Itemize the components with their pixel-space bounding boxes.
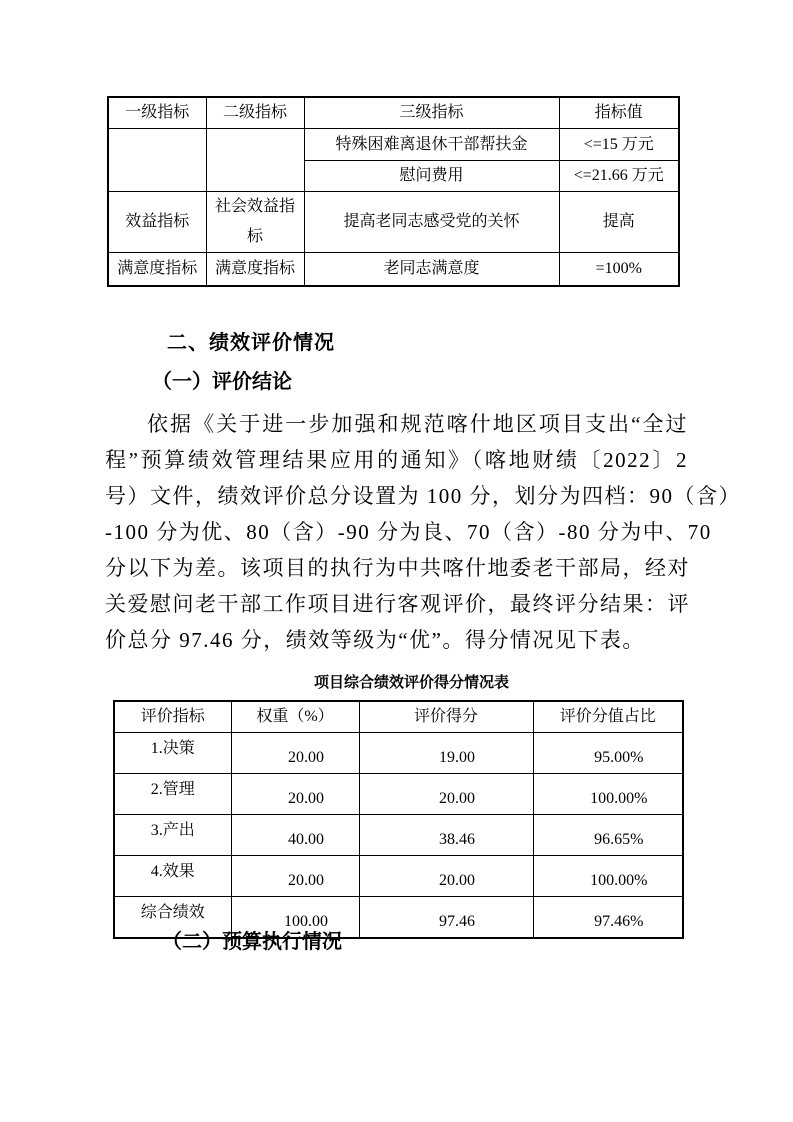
subsection-heading-budget: （二）预算执行情况 <box>162 931 342 953</box>
empty-cell <box>108 129 206 192</box>
indicator-table-header-row <box>108 97 679 129</box>
paragraph-line: 关爱慰问老干部工作项目进行客观评价，最终评分结果：评 <box>105 592 690 616</box>
col-header-indicator: 评价指标 <box>114 701 231 733</box>
col-header-ratio: 评价分值占比 <box>533 701 683 733</box>
table-cell: 96.65% <box>533 815 683 856</box>
col-header-level2: 二级指标 <box>206 97 304 129</box>
paragraph-line: 依据《关于进一步加强和规范喀什地区项目支出“全过 <box>147 412 688 436</box>
section-heading: 二、绩效评价情况 <box>167 332 335 354</box>
table-cell: 1.决策 <box>114 733 231 774</box>
table-cell: 3.产出 <box>114 815 231 856</box>
table-cell: 95.00% <box>533 733 683 774</box>
col-header-level1: 一级指标 <box>108 97 206 129</box>
col-header-value: 指标值 <box>559 97 679 129</box>
table-cell: 满意度指标 <box>108 253 206 286</box>
table-cell: 97.46 <box>359 897 533 939</box>
col-header-level3: 三级指标 <box>304 97 559 129</box>
table-cell: 老同志满意度 <box>304 253 559 286</box>
subsection-heading-conclusion: （一）评价结论 <box>152 371 292 393</box>
table-cell: 20.00 <box>359 774 533 815</box>
paragraph-line: 号）文件，绩效评价总分设置为 100 分，划分为四档：90（含） <box>105 484 741 508</box>
table-row <box>114 774 683 815</box>
score-table <box>113 700 684 939</box>
table-row <box>108 192 679 253</box>
indicator-table <box>107 96 680 287</box>
table-row <box>114 815 683 856</box>
table-cell: 特殊困难离退休干部帮扶金 <box>304 129 559 161</box>
table-cell: 提高 <box>559 192 679 253</box>
table-cell: 100.00 <box>231 897 359 939</box>
table-cell: 社会效益指标 <box>206 192 304 253</box>
table-cell: 100.00% <box>533 856 683 897</box>
table-row <box>114 733 683 774</box>
table-cell: 效益指标 <box>108 192 206 253</box>
table-cell: 20.00 <box>359 856 533 897</box>
table-cell: 40.00 <box>231 815 359 856</box>
body-paragraph <box>105 406 741 658</box>
table-cell: 38.46 <box>359 815 533 856</box>
table-cell: 2.管理 <box>114 774 231 815</box>
table-cell: 20.00 <box>231 774 359 815</box>
table-cell: 20.00 <box>231 856 359 897</box>
empty-cell <box>206 129 304 192</box>
table-row <box>114 856 683 897</box>
table-cell: <=15 万元 <box>559 129 679 161</box>
paragraph-line: 价总分 97.46 分，绩效等级为“优”。得分情况见下表。 <box>105 628 645 652</box>
table-cell: 慰问费用 <box>304 161 559 192</box>
table-row <box>108 129 679 161</box>
table-cell: =100% <box>559 253 679 286</box>
col-header-weight: 权重（%） <box>231 701 359 733</box>
col-header-score: 评价得分 <box>359 701 533 733</box>
table-cell: 4.效果 <box>114 856 231 897</box>
table-cell: 97.46% <box>533 897 683 939</box>
paragraph-line: 程”预算绩效管理结果应用的通知》（喀地财绩〔2022〕2 <box>105 448 688 472</box>
table-cell: 20.00 <box>231 733 359 774</box>
score-table-header-row <box>114 701 683 733</box>
table-cell: 提高老同志感受党的关怀 <box>304 192 559 253</box>
table-cell: 综合绩效 <box>114 897 231 939</box>
table-cell: 19.00 <box>359 733 533 774</box>
table-cell: 100.00% <box>533 774 683 815</box>
table-row <box>108 253 679 286</box>
paragraph-line: 分以下为差。该项目的执行为中共喀什地委老干部局，经对 <box>105 556 690 580</box>
table-cell: 满意度指标 <box>206 253 304 286</box>
paragraph-line: -100 分为优、80（含）-90 分为良、70（含）-80 分为中、70 <box>105 520 712 544</box>
table-caption: 项目综合绩效评价得分情况表 <box>313 674 509 691</box>
table-cell: <=21.66 万元 <box>559 161 679 192</box>
